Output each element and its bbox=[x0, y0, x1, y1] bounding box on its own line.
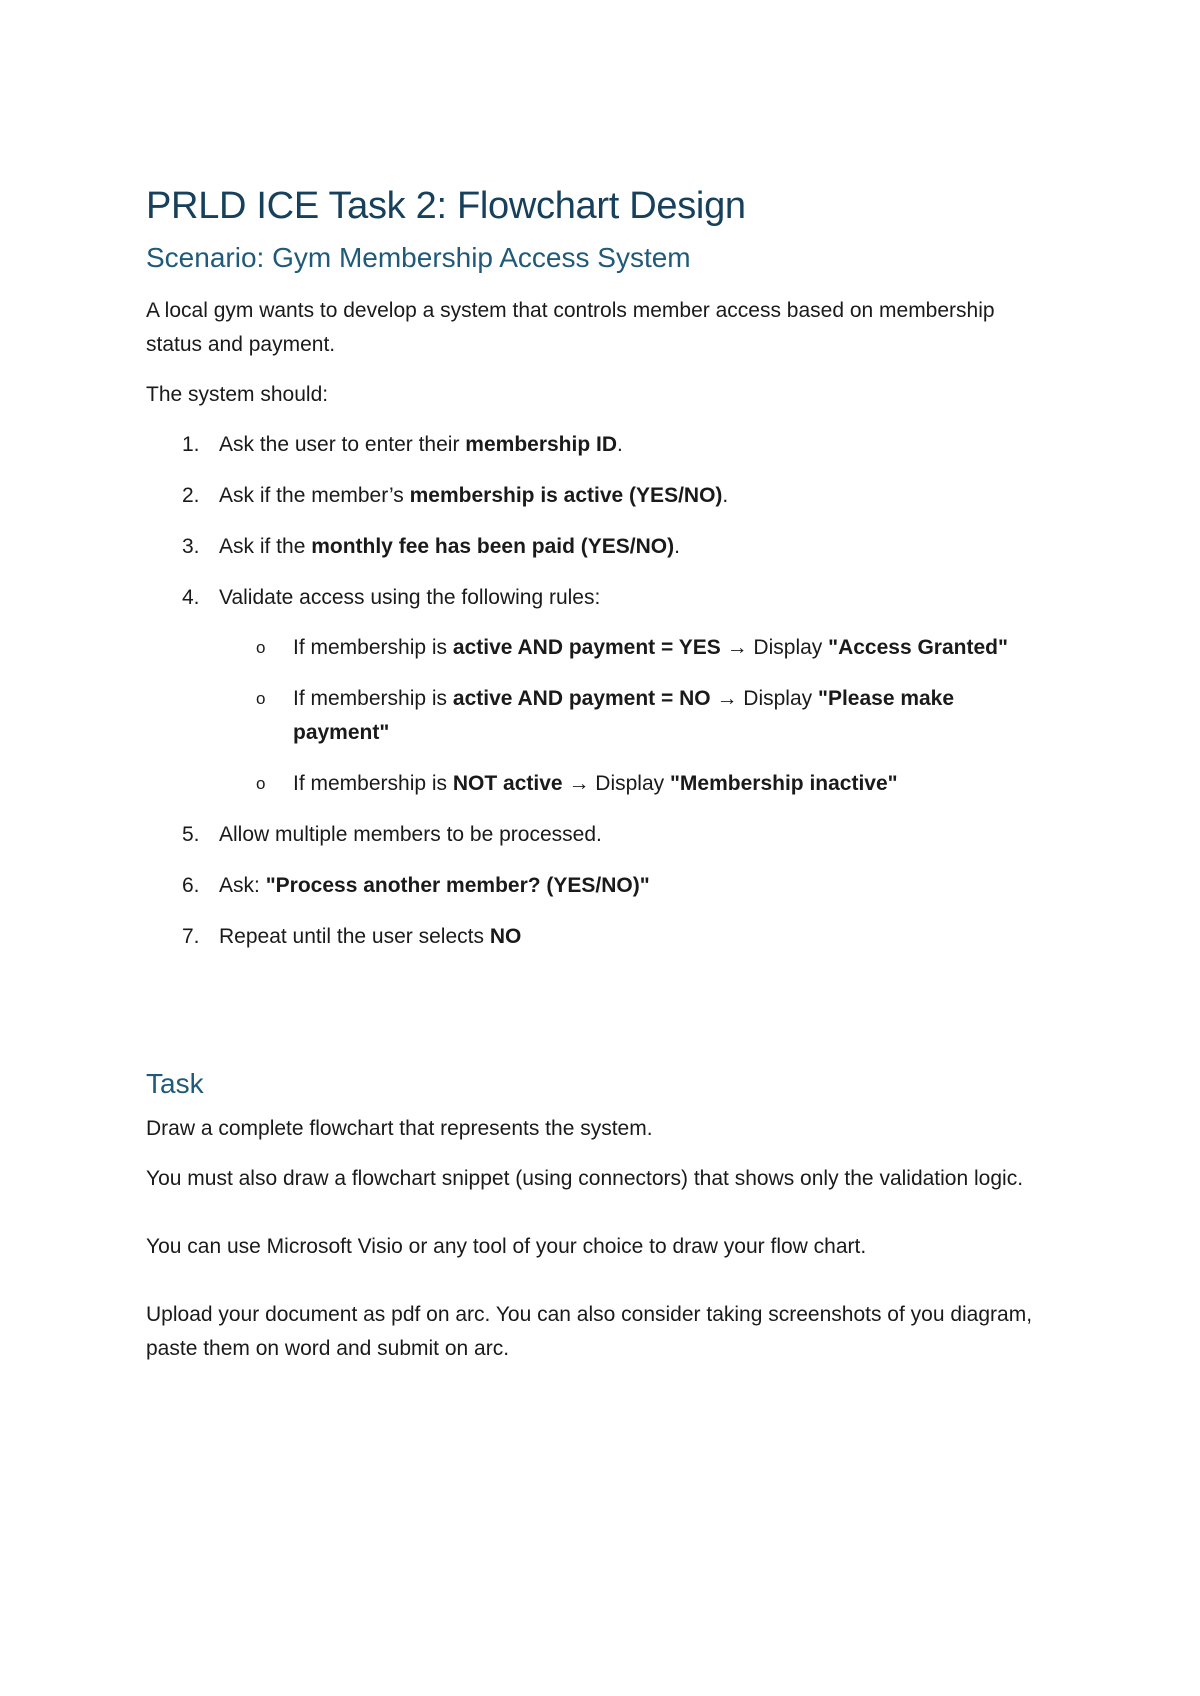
step-text: Ask the user to enter their bbox=[219, 433, 466, 456]
step-text: Ask if the bbox=[219, 535, 312, 558]
step-bold-text: membership ID bbox=[465, 433, 618, 456]
list-item bbox=[146, 869, 1056, 903]
step-bold-text: "Process another member? (YES/NO)" bbox=[265, 874, 650, 897]
list-number: 1. bbox=[182, 433, 200, 456]
system-should-label: The system should: bbox=[146, 383, 329, 406]
step-bold-text: membership is active (YES/NO) bbox=[409, 484, 723, 507]
list-number: 4. bbox=[182, 586, 200, 609]
list-number: 7. bbox=[182, 925, 200, 948]
list-number: 3. bbox=[182, 535, 200, 558]
list-number: 2. bbox=[182, 484, 200, 507]
bullet-icon: o bbox=[256, 689, 266, 708]
task-paragraph: Draw a complete flowchart that represents the system. bbox=[146, 1117, 653, 1140]
rule-item bbox=[146, 682, 1056, 750]
intro-paragraph: A local gym wants to develop a system that controls member access based on membership status and payment. bbox=[146, 299, 995, 356]
task-heading: Task bbox=[146, 1068, 204, 1099]
step-text: Allow multiple members to be processed. bbox=[219, 823, 602, 846]
requirements-list bbox=[146, 428, 1056, 954]
list-item bbox=[146, 479, 1056, 513]
step-text: . bbox=[617, 433, 623, 456]
bullet-icon: o bbox=[256, 774, 266, 793]
list-number: 6. bbox=[182, 874, 200, 897]
step-text: . bbox=[674, 535, 680, 558]
rule-condition: active AND payment = YES bbox=[452, 636, 721, 659]
step-bold-text: monthly fee has been paid (YES/NO) bbox=[311, 535, 675, 558]
scenario-heading: Scenario: Gym Membership Access System bbox=[146, 242, 691, 273]
list-number: 5. bbox=[182, 823, 200, 846]
list-item bbox=[146, 530, 1056, 564]
step-text: Ask: bbox=[219, 874, 266, 897]
rule-item bbox=[146, 631, 1056, 665]
rule-arrow-text: → Display bbox=[710, 687, 818, 710]
step-bold-text: NO bbox=[489, 925, 522, 948]
rule-message: "Membership inactive" bbox=[669, 772, 898, 795]
step-text: Ask if the member’s bbox=[219, 484, 410, 507]
rule-text: If membership is bbox=[293, 636, 453, 659]
rule-item bbox=[146, 767, 1056, 801]
rule-text: If membership is bbox=[293, 772, 453, 795]
list-item bbox=[146, 428, 1056, 462]
rule-message: "Access Granted" bbox=[828, 636, 1008, 659]
validation-rules-list bbox=[219, 631, 1056, 801]
task-paragraph: You must also draw a flowchart snippet (using connectors) that shows only the validation logic. bbox=[146, 1167, 1024, 1190]
rule-text: If membership is bbox=[293, 687, 453, 710]
step-text: Validate access using the following rules: bbox=[219, 586, 601, 609]
step-text: Repeat until the user selects bbox=[219, 925, 490, 948]
rule-condition: active AND payment = NO bbox=[452, 687, 711, 710]
bullet-icon: o bbox=[256, 638, 266, 657]
page-title: PRLD ICE Task 2: Flowchart Design bbox=[146, 185, 746, 227]
rule-arrow-text: → Display bbox=[562, 772, 670, 795]
rule-arrow-text: → Display bbox=[720, 636, 829, 659]
task-paragraph: You can use Microsoft Visio or any tool of your choice to draw your flow chart. bbox=[146, 1235, 867, 1258]
task-paragraph: Upload your document as pdf on arc. You can also consider taking screenshots of you diagram, paste them on word and submit on arc. bbox=[146, 1303, 1033, 1360]
list-item bbox=[146, 581, 1056, 801]
step-text: . bbox=[722, 484, 729, 507]
rule-message: "Please make payment" bbox=[293, 687, 955, 744]
list-item bbox=[146, 920, 1056, 954]
rule-condition: NOT active bbox=[452, 772, 563, 795]
document-content bbox=[146, 180, 1056, 1366]
list-item bbox=[146, 818, 1056, 852]
